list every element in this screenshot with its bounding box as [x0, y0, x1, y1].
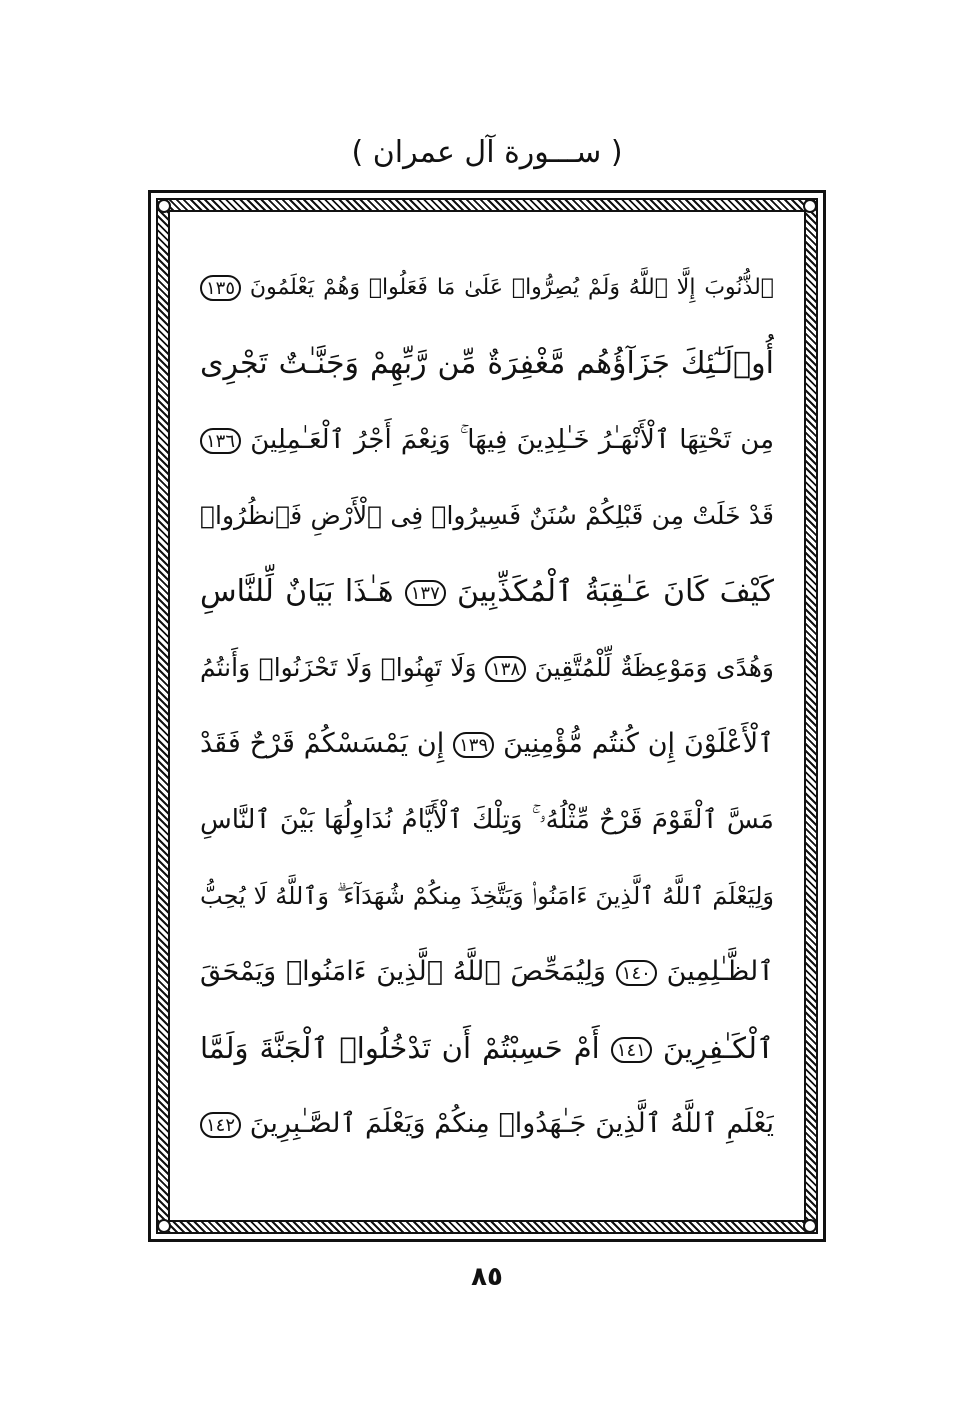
- verse-text: ٱلْأَعْلَوْنَ إِن كُنتُم مُّؤْمِنِينَ: [503, 728, 774, 759]
- verse-text: وَلِيُمَحِّصَ ٱللَّهُ ٱلَّذِينَ ءَامَنُوا۟ وَيَمْحَقَ: [200, 956, 606, 987]
- verse-text: كَيْفَ كَانَ عَـٰقِبَةُ ٱلْمُكَذِّبِينَ: [456, 574, 774, 609]
- verse-text: وَلِيَعْلَمَ ٱللَّهُ ٱلَّذِينَ ءَامَنُوا۟ وَيَتَّخِذَ مِنكُمْ شُهَدَآءَ ۗ وَٱللَّهُ لَا يُحِبُّ: [200, 882, 774, 910]
- verse-line: [200, 858, 774, 934]
- frame-corner-ornament: [157, 199, 171, 213]
- surah-title: ( ســـورة آل عمران ): [351, 135, 623, 170]
- verse-text: وَهُدًى وَمَوْعِظَةٌ لِّلْمُتَّقِينَ: [534, 653, 774, 682]
- frame-corner-ornament: [803, 199, 817, 213]
- verse-line: [200, 706, 774, 782]
- verse-text: ٱلظَّـٰلِمِينَ: [666, 956, 774, 987]
- ayah-number-marker: ١٣٩: [453, 732, 494, 758]
- verse-line: [200, 1086, 774, 1162]
- verse-line: [200, 326, 774, 402]
- verse-text: مَسَّ ٱلْقَوْمَ قَرْحٌ مِّثْلُهُۥ ۚ وَتِلْكَ ٱلْأَيَّامُ نُدَاوِلُهَا بَيْنَ ٱلنَّاسِ: [200, 805, 774, 835]
- ayah-number-marker: ١٣٥: [200, 275, 241, 301]
- verse-text: ٱلْكَـٰفِرِينَ: [662, 1031, 774, 1065]
- verse-line: [200, 782, 774, 858]
- verse-line: [200, 1010, 774, 1086]
- ayah-number-marker: ١٣٨: [485, 656, 526, 682]
- verse-line: [200, 554, 774, 630]
- verse-line: [200, 630, 774, 706]
- verse-text-block: [200, 250, 774, 1162]
- ayah-number-marker: ١٣٦: [200, 428, 241, 454]
- verse-line: [200, 934, 774, 1010]
- verse-text: إِن يَمْسَسْكُمْ قَرْحٌ فَقَدْ: [200, 728, 445, 759]
- ayah-number-marker: ١٤٠: [616, 960, 657, 986]
- verse-text: أَمْ حَسِبْتُمْ أَن تَدْخُلُوا۟ ٱلْجَنَّةَ وَلَمَّا: [200, 1031, 600, 1065]
- frame-corner-ornament: [803, 1219, 817, 1233]
- page-number: ٨٥: [471, 1262, 503, 1292]
- verse-text: وَلَا تَهِنُوا۟ وَلَا تَحْزَنُوا۟ وَأَنتُمُ: [200, 653, 477, 682]
- verse-text: يَعْلَمِ ٱللَّهُ ٱلَّذِينَ جَـٰهَدُوا۟ مِنكُمْ وَيَعْلَمَ ٱلصَّـٰبِرِينَ: [249, 1108, 774, 1139]
- verse-text: أُو۟لَـٰٓئِكَ جَزَآؤُهُم مَّغْفِرَةٌ مِّن رَّبِّهِمْ وَجَنَّـٰتٌ تَجْرِى: [200, 346, 774, 381]
- frame-corner-ornament: [157, 1219, 171, 1233]
- verse-line: [200, 478, 774, 554]
- verse-line: [200, 250, 774, 326]
- verse-text: مِن تَحْتِهَا ٱلْأَنْهَـٰرُ خَـٰلِدِينَ فِيهَا ۚ وَنِعْمَ أَجْرُ ٱلْعَـٰمِلِينَ: [250, 425, 774, 455]
- ayah-number-marker: ١٤١: [611, 1037, 652, 1063]
- ayah-number-marker: ١٣٧: [405, 580, 446, 606]
- verse-text: ٱلذُّنُوبَ إِلَّا ٱللَّهُ وَلَمْ يُصِرُّوا۟ عَلَىٰ مَا فَعَلُوا۟ وَهُمْ يَعْلَمُونَ: [249, 275, 774, 300]
- verse-text: هَـٰذَا بَيَانٌ لِّلنَّاسِ: [200, 574, 394, 609]
- verse-text: قَدْ خَلَتْ مِن قَبْلِكُمْ سُنَنٌ فَسِيرُوا۟ فِى ٱلْأَرْضِ فَٱنظُرُوا۟: [200, 501, 774, 530]
- ayah-number-marker: ١٤٢: [200, 1112, 241, 1138]
- verse-line: [200, 402, 774, 478]
